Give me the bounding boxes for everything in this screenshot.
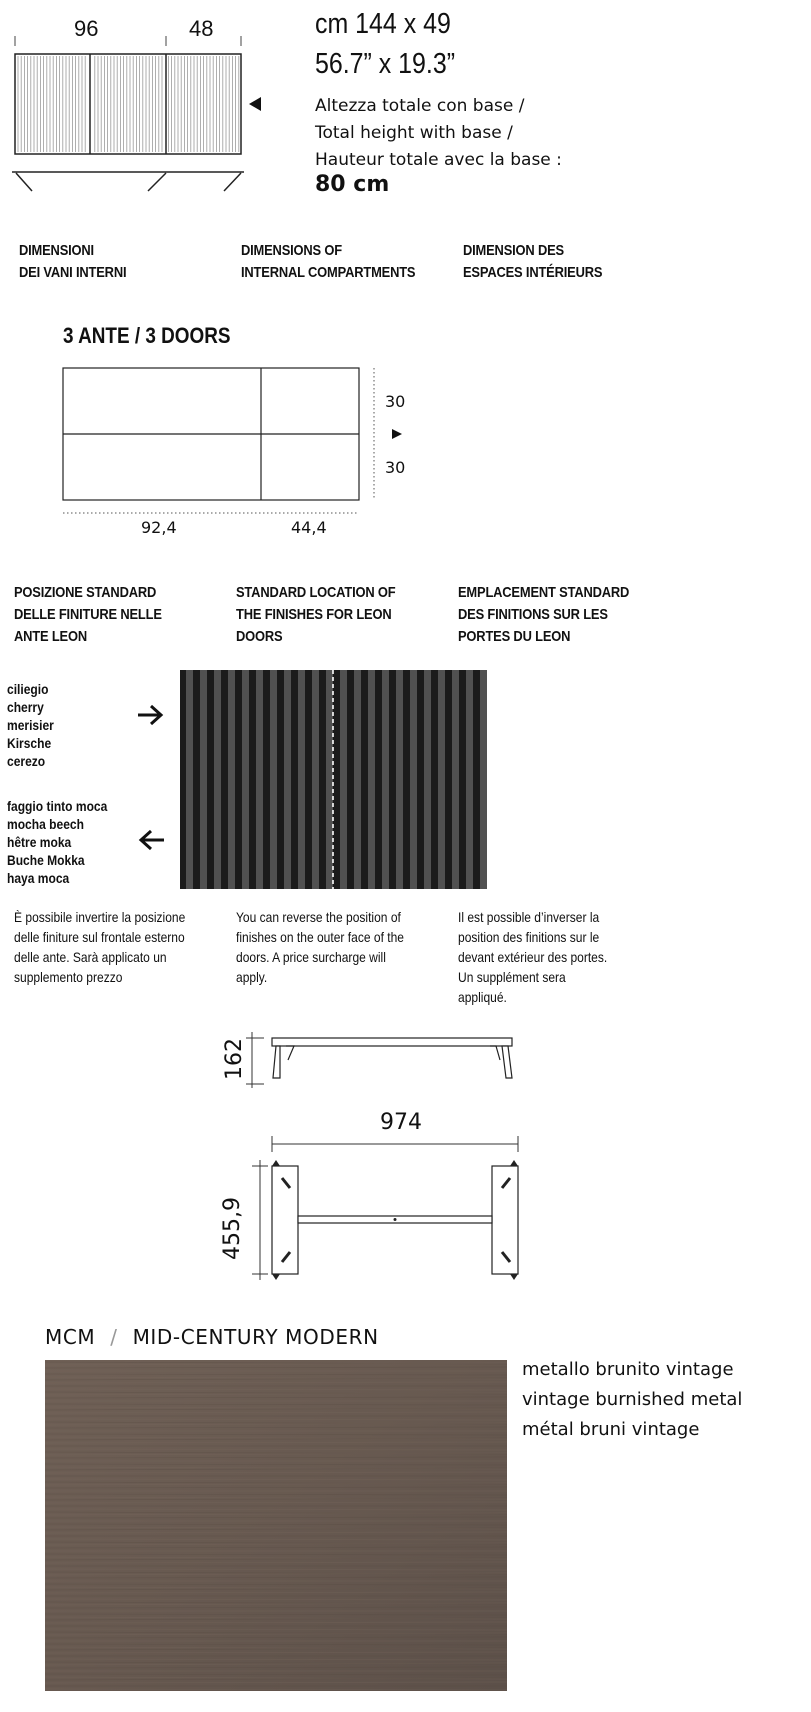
top-elevation — [0, 0, 260, 200]
height-caption-it: Altezza totale con base / — [315, 96, 525, 116]
finish-name: cherry — [7, 699, 44, 715]
height-caption-fr: Hauteur totale avec la base : — [315, 150, 562, 170]
note-line: supplemento prezzo — [14, 969, 123, 985]
note-en — [236, 907, 404, 987]
outer-finish-names — [7, 680, 54, 770]
base-depth-dim: 455,9 — [220, 1197, 245, 1260]
header-line: ANTE LEON — [14, 628, 87, 645]
height-caption-en: Total height with base / — [315, 123, 513, 143]
height-caption — [315, 93, 562, 174]
note-line: devant extérieur des portes. — [458, 949, 608, 965]
base-width-dim: 974 — [380, 1110, 422, 1135]
metal-name-fr: métal bruni vintage — [522, 1419, 700, 1440]
arrow-right-icon — [136, 703, 166, 727]
metal-name-en: vintage burnished metal — [522, 1389, 743, 1410]
header-line: DELLE FINITURE NELLE — [14, 606, 162, 623]
header-line: INTERNAL COMPARTMENTS — [241, 264, 416, 281]
header-line: DOORS — [236, 628, 283, 645]
compartment-width-left: 92,4 — [141, 518, 177, 537]
note-line: doors. A price surcharge will — [236, 949, 386, 965]
size-cm: cm 144 x 49 — [315, 8, 451, 40]
header-line: EMPLACEMENT STANDARD — [458, 584, 630, 601]
base-top-view-drawing — [240, 1130, 550, 1285]
base-height-dim: 162 — [222, 1038, 247, 1080]
header-line: DIMENSION DES — [463, 242, 564, 259]
mcm-heading — [45, 1325, 379, 1349]
header-line: PORTES DU LEON — [458, 628, 571, 645]
header-line: STANDARD LOCATION OF — [236, 584, 396, 601]
note-line: finishes on the outer face of the — [236, 929, 405, 945]
finish-name: cerezo — [7, 753, 46, 769]
header-line: DES FINITIONS SUR LES — [458, 606, 608, 623]
mcm-label: MCM — [45, 1325, 96, 1349]
finishes-header-it — [14, 582, 162, 648]
header-line: DIMENSIONI — [19, 242, 94, 259]
compartment-height-bottom: 30 — [385, 458, 406, 477]
height-value: 80 cm — [315, 172, 390, 197]
compartments-header-en — [241, 240, 415, 284]
header-line: THE FINISHES FOR LEON — [236, 606, 392, 623]
arrow-left-icon — [136, 828, 166, 852]
compartments-diagram — [0, 360, 420, 520]
height-marker-icon — [249, 97, 261, 111]
door-finish-swatch — [180, 670, 487, 889]
size-inches: 56.7” x 19.3” — [315, 48, 456, 80]
mcm-separator: / — [110, 1325, 118, 1349]
base-side-view-drawing — [240, 1030, 540, 1090]
compartment-height-top: 30 — [385, 392, 406, 411]
finish-name: Kirsche — [7, 735, 52, 751]
note-line: delle finiture sul frontale esterno — [14, 929, 185, 945]
note-line: appliqué. — [458, 989, 507, 1005]
note-it — [14, 907, 185, 987]
finishes-header-en — [236, 582, 395, 648]
note-line: position des finitions sur le — [458, 929, 600, 945]
note-line: È possibile invertire la posizione — [14, 909, 186, 925]
doors-title: 3 ANTE / 3 DOORS — [63, 323, 231, 348]
width-dim-right: 48 — [189, 16, 214, 41]
metal-name-it: metallo brunito vintage — [522, 1359, 734, 1380]
inner-finish-names — [7, 797, 107, 887]
note-fr — [458, 907, 607, 1007]
note-line: Il est possible d’inverser la — [458, 909, 600, 925]
header-line: ESPACES INTÉRIEURS — [463, 264, 603, 281]
note-line: Un supplément sera — [458, 969, 566, 985]
mcm-title: MID-CENTURY MODERN — [132, 1325, 379, 1349]
finish-name: Buche Mokka — [7, 852, 85, 868]
compartments-header-fr — [463, 240, 602, 284]
metal-finish-swatch — [45, 1360, 507, 1691]
note-line: apply. — [236, 969, 268, 985]
metal-finish-names — [522, 1355, 742, 1445]
note-line: You can reverse the position of — [236, 909, 401, 925]
finish-name: faggio tinto moca — [7, 798, 108, 814]
compartments-header-it — [19, 240, 126, 284]
header-line: DEI VANI INTERNI — [19, 264, 127, 281]
finish-name: merisier — [7, 717, 54, 733]
width-dim-left: 96 — [74, 16, 99, 41]
note-line: delle ante. Sarà applicato un — [14, 949, 167, 965]
header-line: DIMENSIONS OF — [241, 242, 342, 259]
finish-name: mocha beech — [7, 816, 84, 832]
finishes-header-fr — [458, 582, 629, 648]
finish-name: ciliegio — [7, 681, 49, 697]
finish-name: hêtre moka — [7, 834, 72, 850]
header-line: POSIZIONE STANDARD — [14, 584, 157, 601]
sideboard-elevation-drawing — [0, 0, 260, 200]
compartment-width-right: 44,4 — [291, 518, 327, 537]
finish-name: haya moca — [7, 870, 70, 886]
